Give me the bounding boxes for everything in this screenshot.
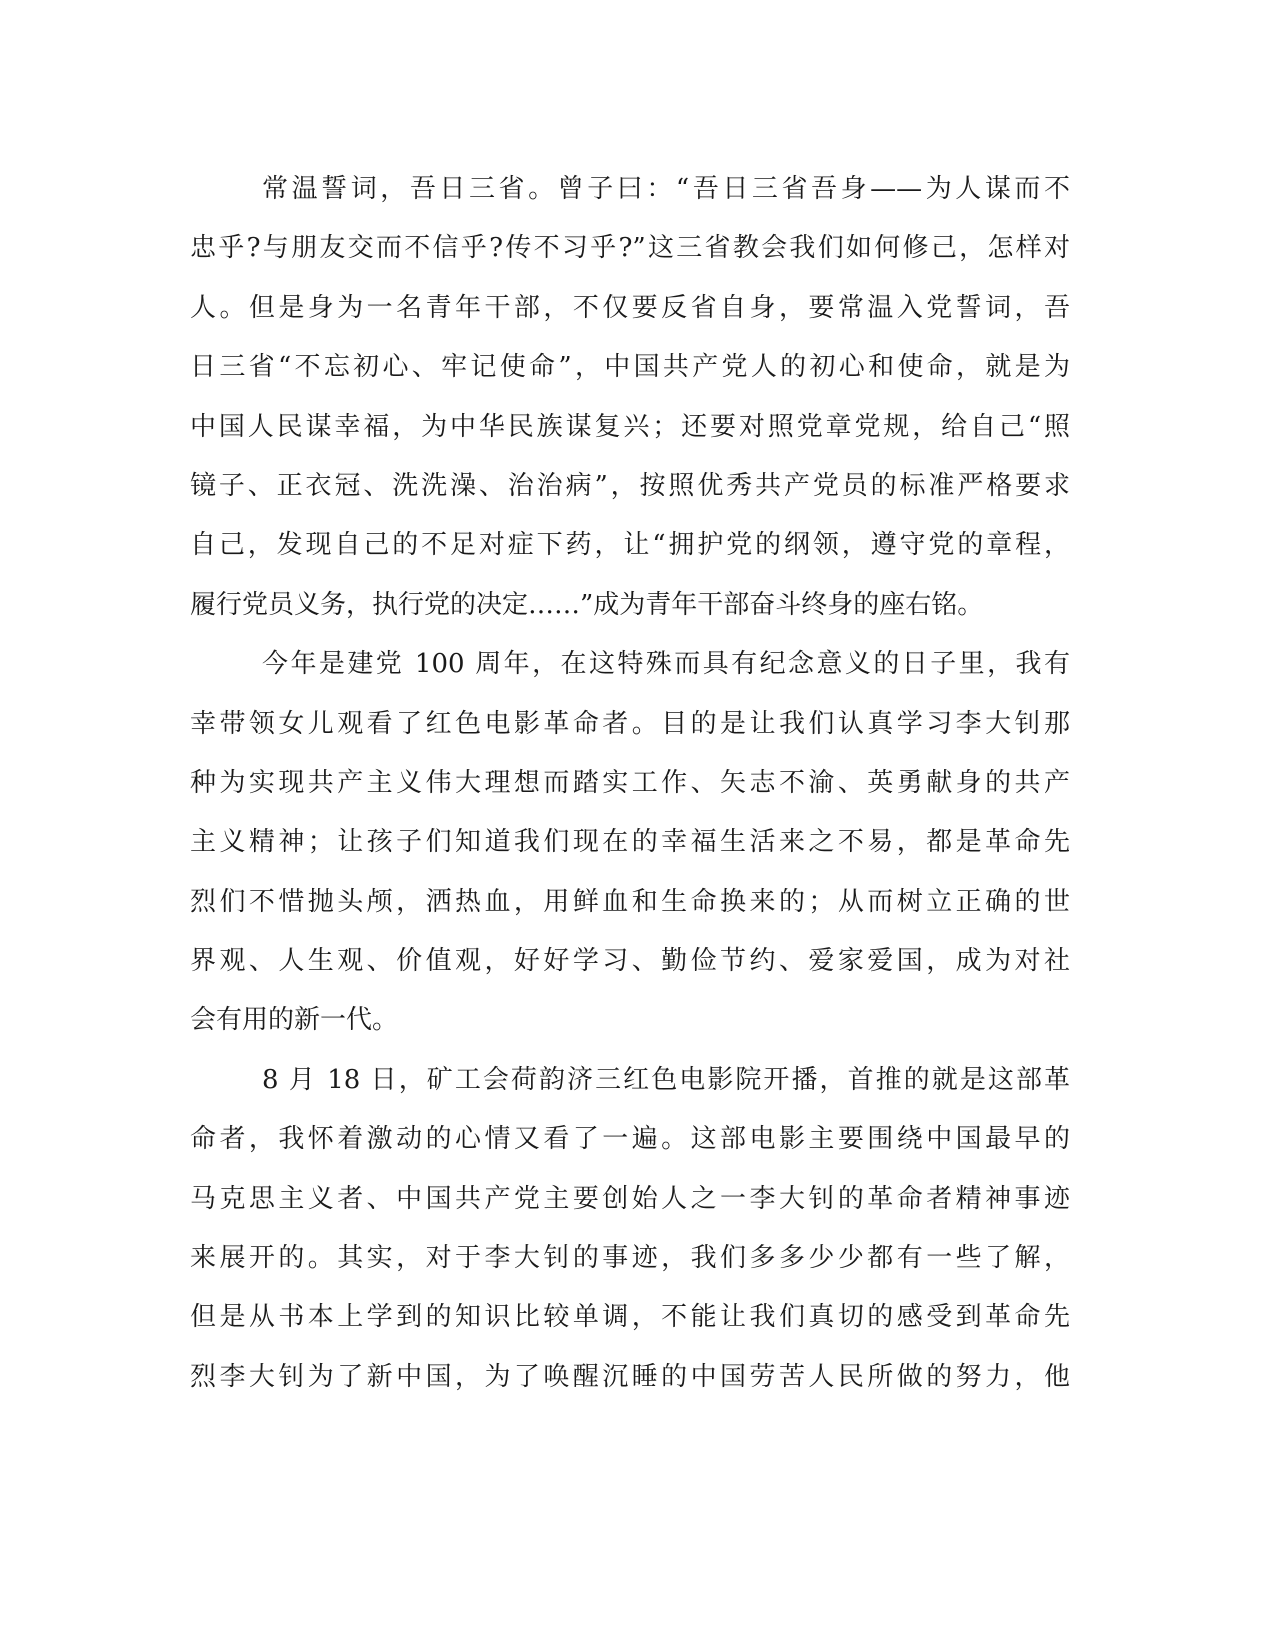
paragraph-3-line-6: 烈李大钊为了新中国，为了唤醒沉睡的中国劳苦人民所做的努力，他 — [190, 1361, 1070, 1392]
paragraph-1-line-5: 中国人民谋幸福，为中华民族谋复兴；还要对照党章党规，给自己“照 — [190, 411, 1070, 442]
paragraph-3-line-1: 8 月 18 日，矿工会荷韵济三红色电影院开播，首推的就是这部革 — [262, 1064, 1070, 1095]
paragraph-3-line-5: 但是从书本上学到的知识比较单调，不能让我们真切的感受到革命先 — [190, 1302, 1070, 1333]
paragraph-2-line-6: 界观、人生观、价值观，好好学习、勤俭节约、爱家爱国，成为对社 — [190, 946, 1070, 977]
paragraph-2-line-4: 主义精神；让孩子们知道我们现在的幸福生活来之不易，都是革命先 — [190, 827, 1070, 858]
paragraph-1-line-2: 忠乎?与朋友交而不信乎?传不习乎?”这三省教会我们如何修己，怎样对 — [190, 233, 1070, 264]
paragraph-1-line-7: 自己，发现自己的不足对症下药，让“拥护党的纲领，遵守党的章程， — [190, 530, 1070, 561]
paragraph-2-line-5: 烈们不惜抛头颅，洒热血，用鲜血和生命换来的；从而树立正确的世 — [190, 886, 1070, 917]
paragraph-2-line-1: 今年是建党 100 周年，在这特殊而具有纪念意义的日子里，我有 — [262, 649, 1070, 680]
paragraph-3-line-4: 来展开的。其实，对于李大钊的事迹，我们多多少少都有一些了解， — [190, 1243, 1070, 1274]
paragraph-1-line-1: 常温誓词，吾日三省。曾子曰：“吾日三省吾身——为人谋而不 — [262, 174, 1070, 204]
paragraph-2-line-7: 会有用的新一代。 — [190, 1005, 399, 1036]
paragraph-3-line-2: 命者，我怀着激动的心情又看了一遍。这部电影主要围绕中国最早的 — [190, 1124, 1070, 1155]
paragraph-2-line-2: 幸带领女儿观看了红色电影革命者。目的是让我们认真学习李大钊那 — [190, 708, 1070, 739]
paragraph-1-line-8: 履行党员义务，执行党的决定……”成为青年干部奋斗终身的座右铭。 — [190, 589, 984, 620]
body-text — [190, 160, 1070, 1407]
paragraph-2-line-3: 种为实现共产主义伟大理想而踏实工作、矢志不渝、英勇献身的共产 — [190, 767, 1070, 798]
paragraph-1-line-3: 人。但是身为一名青年干部，不仅要反省自身，要常温入党誓词，吾 — [190, 292, 1070, 323]
paragraph-1-line-6: 镜子、正衣冠、洗洗澡、治治病”，按照优秀共产党员的标准严格要求 — [190, 470, 1070, 501]
paragraph-1-line-4: 日三省“不忘初心、牢记使命”，中国共产党人的初心和使命，就是为 — [190, 352, 1070, 383]
paragraph-3-line-3: 马克思主义者、中国共产党主要创始人之一李大钊的革命者精神事迹 — [190, 1183, 1070, 1214]
